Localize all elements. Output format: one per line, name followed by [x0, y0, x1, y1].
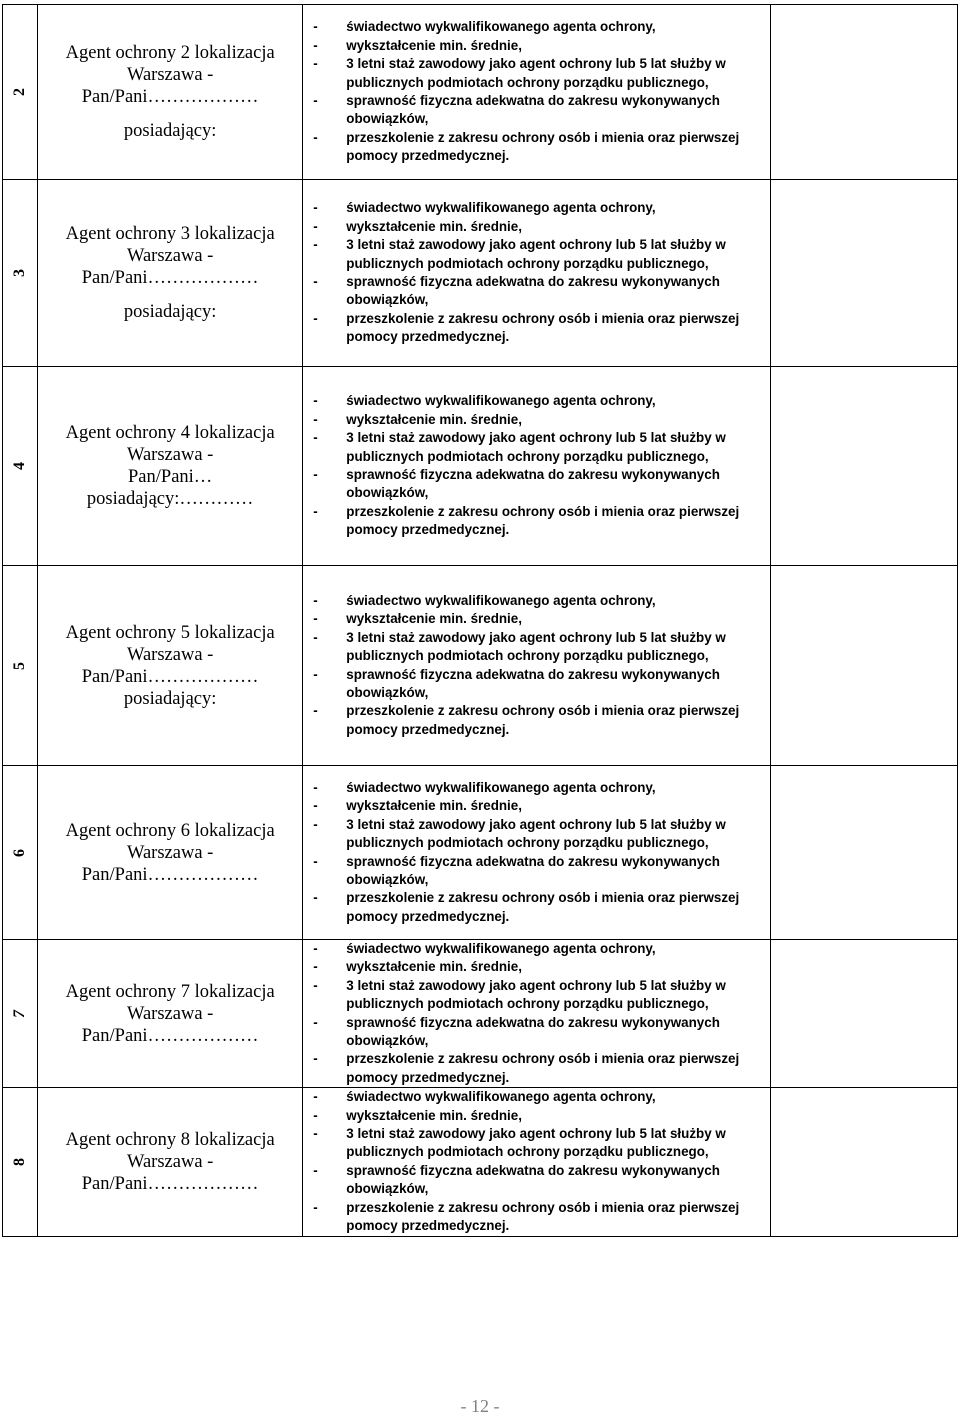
agent-row [3, 367, 958, 566]
requirement-item: - świadectwo wykwalifikowanego agenta ochrony, [313, 940, 759, 958]
agent-name-cell [38, 566, 303, 766]
requirements-cell [303, 180, 770, 367]
requirement-item: - przeszkolenie z zakresu ochrony osób i mienia oraz pierwszej pomocy przedmedycznej. [313, 310, 759, 347]
empty-cell [770, 766, 957, 940]
row-number: 5 [11, 661, 29, 670]
empty-cell [770, 566, 957, 766]
agent-name-line: Pan/Pani……………… [81, 1025, 259, 1046]
row-number-cell [3, 766, 38, 940]
agent-name-cell [38, 1088, 303, 1236]
row-number: 2 [11, 88, 29, 96]
row-number: 6 [11, 848, 29, 857]
requirement-item: - sprawność fizyczna adekwatna do zakresu wykonywanych obowiązków, [313, 92, 759, 129]
agent-name-line: Agent ochrony 4 lokalizacja [65, 423, 275, 443]
row-number-cell [3, 180, 38, 367]
agent-name-line: Warszawa - [126, 246, 214, 266]
agent-name-block [38, 820, 302, 886]
agent-name-line: Agent ochrony 5 lokalizacja [65, 622, 275, 643]
agent-row [3, 566, 958, 766]
agent-name-cell [38, 5, 303, 180]
agent-name-line: Warszawa - [126, 445, 214, 465]
requirement-item: - przeszkolenie z zakresu ochrony osób i mienia oraz pierwszej pomocy przedmedycznej. [313, 889, 759, 926]
agent-name-cell [38, 766, 303, 940]
requirement-item: - wykształcenie min. średnie, [313, 797, 759, 815]
agent-name-line: Agent ochrony 6 lokalizacja [65, 820, 275, 841]
page-number: - 12 - [460, 1396, 500, 1416]
requirement-item: - świadectwo wykwalifikowanego agenta ochrony, [313, 592, 759, 610]
row-number: 7 [11, 1009, 29, 1018]
agent-name-line: posiadający: [123, 688, 217, 709]
requirement-item: - wykształcenie min. średnie, [313, 1107, 759, 1125]
requirement-item: - sprawność fizyczna adekwatna do zakresu wykonywanych obowiązków, [313, 466, 759, 503]
agent-name-cell [38, 940, 303, 1088]
requirement-item: - 3 letni staż zawodowy jako agent ochrony lub 5 lat służby w publicznych podmiotach ochrony porządku publicznego, [313, 629, 759, 666]
agent-row [3, 5, 958, 180]
requirement-item: - świadectwo wykwalifikowanego agenta ochrony, [313, 392, 759, 410]
empty-cell [770, 940, 957, 1088]
requirements-cell [303, 1088, 770, 1236]
row-number-cell [3, 566, 38, 766]
requirement-item: - wykształcenie min. średnie, [313, 610, 759, 628]
agent-name-line: Pan/Pani……………… [81, 87, 259, 107]
agent-holder-label: posiadający: [123, 121, 217, 141]
requirement-item: - 3 letni staż zawodowy jako agent ochrony lub 5 lat służby w publicznych podmiotach ochrony porządku publicznego, [313, 977, 759, 1014]
requirement-item: - wykształcenie min. średnie, [313, 37, 759, 55]
requirements-cell [303, 566, 770, 766]
requirement-item: - 3 letni staż zawodowy jako agent ochrony lub 5 lat służby w publicznych podmiotach ochrony porządku publicznego, [313, 55, 759, 92]
requirements-list [303, 940, 769, 1087]
requirements-cell [303, 367, 770, 566]
requirements-list [303, 779, 769, 926]
row-number: 3 [11, 269, 29, 277]
requirement-item: - przeszkolenie z zakresu ochrony osób i mienia oraz pierwszej pomocy przedmedycznej. [313, 129, 759, 166]
agent-name-block [38, 42, 302, 142]
agents-table-body [3, 5, 958, 1237]
requirements-cell [303, 5, 770, 180]
requirement-item: - przeszkolenie z zakresu ochrony osób i mienia oraz pierwszej pomocy przedmedycznej. [313, 503, 759, 540]
agent-name-block [38, 981, 302, 1047]
agent-name-line: Pan/Pani……………… [81, 1173, 259, 1194]
spacer [42, 289, 298, 301]
requirement-item: - sprawność fizyczna adekwatna do zakresu wykonywanych obowiązków, [313, 1162, 759, 1199]
agent-row [3, 940, 958, 1088]
requirements-list [303, 392, 769, 539]
row-number-cell [3, 1088, 38, 1236]
row-number-cell [3, 940, 38, 1088]
requirement-item: - 3 letni staż zawodowy jako agent ochrony lub 5 lat służby w publicznych podmiotach ochrony porządku publicznego, [313, 429, 759, 466]
requirements-list [303, 592, 769, 739]
agent-name-cell [38, 367, 303, 566]
row-number-cell [3, 5, 38, 180]
requirement-item: - sprawność fizyczna adekwatna do zakresu wykonywanych obowiązków, [313, 853, 759, 890]
requirement-item: - wykształcenie min. średnie, [313, 218, 759, 236]
agents-table [2, 4, 958, 1237]
requirements-list [303, 1088, 769, 1235]
agent-name-block [38, 422, 302, 510]
agent-name-line: Agent ochrony 7 lokalizacja [65, 981, 275, 1002]
agent-name-line: Warszawa - [126, 65, 214, 85]
spacer [42, 108, 298, 120]
requirements-cell [303, 766, 770, 940]
requirements-list [303, 199, 769, 346]
requirement-item: - wykształcenie min. średnie, [313, 958, 759, 976]
empty-cell [770, 5, 957, 180]
requirements-cell [303, 940, 770, 1088]
agent-row [3, 766, 958, 940]
agent-name-line: Pan/Pani… [128, 467, 213, 487]
agent-name-line: Pan/Pani……………… [81, 268, 259, 288]
agent-name-line: Agent ochrony 3 lokalizacja [65, 224, 275, 244]
row-number: 4 [11, 462, 29, 470]
agent-name-line: Warszawa - [126, 1003, 214, 1024]
agent-name-line: Warszawa - [126, 1151, 214, 1172]
agent-name-line: Pan/Pani……………… [81, 666, 259, 687]
requirement-item: - 3 letni staż zawodowy jako agent ochrony lub 5 lat służby w publicznych podmiotach ochrony porządku publicznego, [313, 236, 759, 273]
requirement-item: - świadectwo wykwalifikowanego agenta ochrony, [313, 199, 759, 217]
requirement-item: - świadectwo wykwalifikowanego agenta ochrony, [313, 18, 759, 36]
agent-name-line: Agent ochrony 2 lokalizacja [65, 43, 275, 63]
agent-name-line: Warszawa - [126, 842, 214, 863]
requirement-item: - świadectwo wykwalifikowanego agenta ochrony, [313, 779, 759, 797]
row-number-cell [3, 367, 38, 566]
agent-name-cell [38, 180, 303, 367]
empty-cell [770, 367, 957, 566]
agent-name-line: Warszawa - [126, 644, 214, 665]
requirement-item: - przeszkolenie z zakresu ochrony osób i mienia oraz pierwszej pomocy przedmedycznej. [313, 1050, 759, 1087]
agent-name-block [38, 622, 302, 710]
requirement-item: - przeszkolenie z zakresu ochrony osób i mienia oraz pierwszej pomocy przedmedycznej. [313, 1199, 759, 1236]
agent-name-block [38, 223, 302, 323]
agent-name-line: Agent ochrony 8 lokalizacja [65, 1129, 275, 1150]
agent-name-line: Pan/Pani……………… [81, 864, 259, 885]
requirement-item: - sprawność fizyczna adekwatna do zakresu wykonywanych obowiązków, [313, 666, 759, 703]
agent-row [3, 1088, 958, 1236]
requirement-item: - przeszkolenie z zakresu ochrony osób i mienia oraz pierwszej pomocy przedmedycznej. [313, 702, 759, 739]
row-number: 8 [11, 1157, 29, 1166]
empty-cell [770, 180, 957, 367]
agent-name-line: posiadający:………… [86, 489, 254, 509]
requirement-item: - sprawność fizyczna adekwatna do zakresu wykonywanych obowiązków, [313, 273, 759, 310]
requirement-item: - wykształcenie min. średnie, [313, 411, 759, 429]
requirement-item: - świadectwo wykwalifikowanego agenta ochrony, [313, 1088, 759, 1106]
requirement-item: - sprawność fizyczna adekwatna do zakresu wykonywanych obowiązków, [313, 1014, 759, 1051]
empty-cell [770, 1088, 957, 1236]
agent-name-block [38, 1129, 302, 1195]
agent-row [3, 180, 958, 367]
requirements-list [303, 18, 769, 165]
requirement-item: - 3 letni staż zawodowy jako agent ochrony lub 5 lat służby w publicznych podmiotach ochrony porządku publicznego, [313, 816, 759, 853]
agent-holder-label: posiadający: [123, 302, 217, 322]
requirement-item: - 3 letni staż zawodowy jako agent ochrony lub 5 lat służby w publicznych podmiotach ochrony porządku publicznego, [313, 1125, 759, 1162]
